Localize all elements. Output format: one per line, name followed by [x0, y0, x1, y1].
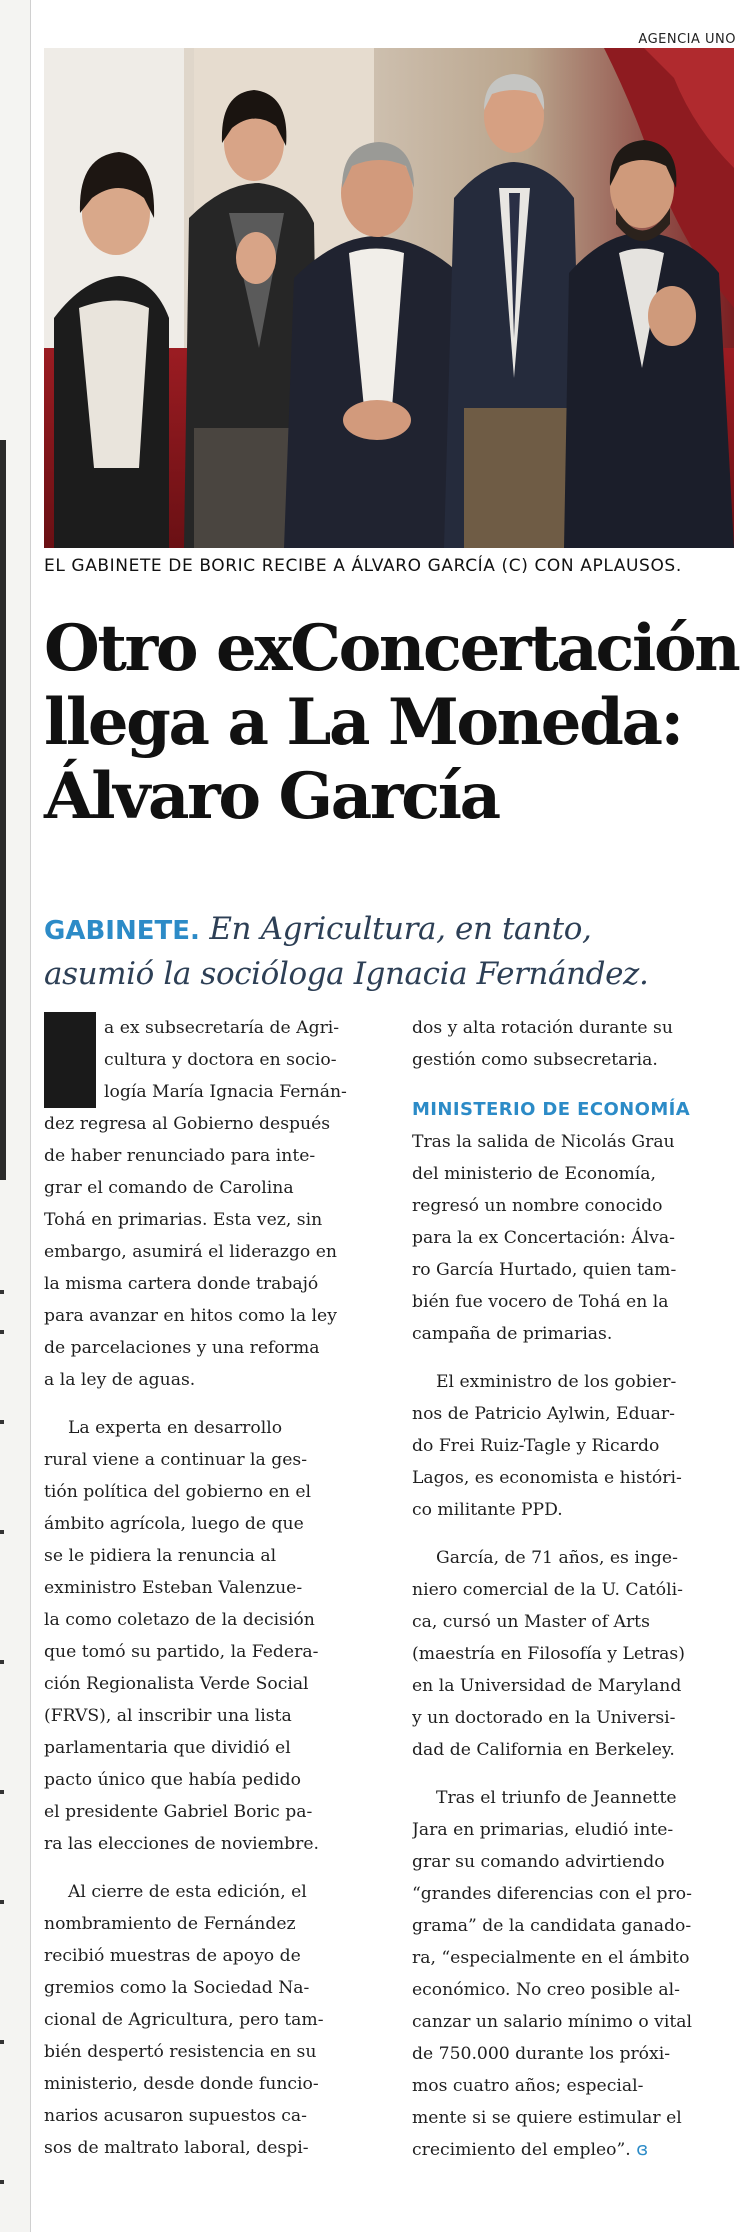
paragraph	[412, 1782, 742, 2166]
text-line: de haber renunciado para inte-	[44, 1146, 316, 1166]
text-line: nombramiento de Fernández	[44, 1914, 296, 1934]
paragraph	[44, 1876, 374, 2164]
paragraph-gap	[412, 1766, 742, 1782]
photo-caption: EL GABINETE DE BORIC RECIBE A ÁLVARO GARCÍA (C) CON APLAUSOS.	[44, 556, 682, 576]
text-line: pacto único que había pedido	[44, 1770, 301, 1790]
text-line: mente si se quiere estimular el	[412, 2108, 682, 2128]
text-line: sos de maltrato laboral, despi-	[44, 2138, 309, 2158]
text-line: (maestría en Filosofía y Letras)	[412, 1644, 685, 1664]
adjacent-photo-edge	[0, 440, 6, 1180]
paragraph	[412, 1012, 742, 1076]
text-line: García, de 71 años, es inge-	[436, 1548, 678, 1568]
text-line: mos cuatro años; especial-	[412, 2076, 644, 2096]
text-line: tión política del gobierno en el	[44, 1482, 311, 1502]
text-line: logía María Ignacia Fernán-	[104, 1082, 347, 1102]
text-line: niero comercial de la U. Católi-	[412, 1580, 683, 1600]
text-line: dad de California en Berkeley.	[412, 1740, 675, 1760]
text-line: La experta en desarrollo	[68, 1418, 283, 1438]
text-line: que tomó su partido, la Federa-	[44, 1642, 319, 1662]
text-line: “grandes diferencias con el pro-	[412, 1884, 692, 1904]
text-line: parlamentaria que dividió el	[44, 1738, 291, 1758]
news-photo	[44, 48, 734, 548]
text-line: dez regresa al Gobierno después	[44, 1114, 331, 1134]
adjacent-text-fragment	[0, 1330, 4, 1334]
text-line: cultura y doctora en socio-	[104, 1050, 337, 1070]
end-mark-icon: ɞ	[636, 2139, 649, 2160]
text-line: ministerio, desde donde funcio-	[44, 2074, 319, 2094]
adjacent-text-fragment	[0, 1900, 4, 1904]
text-line: grar su comando advirtiendo	[412, 1852, 665, 1872]
text-line: la como coletazo de la decisión	[44, 1610, 315, 1630]
text-line: Lagos, es economista e históri-	[412, 1468, 682, 1488]
text-line: cional de Agricultura, pero tam-	[44, 2010, 324, 2030]
headline-line: Álvaro García	[44, 759, 499, 834]
text-line: se le pidiera la renuncia al	[44, 1546, 277, 1566]
paragraph-gap	[44, 1396, 374, 1412]
text-line: grar el comando de Carolina	[44, 1178, 294, 1198]
paragraph-gap	[44, 1860, 374, 1876]
section-subhead: MINISTERIO DE ECONOMÍA	[412, 1099, 691, 1120]
adjacent-text-fragment	[0, 1660, 4, 1664]
text-line: campaña de primarias.	[412, 1324, 613, 1344]
text-line: ra las elecciones de noviembre.	[44, 1834, 319, 1854]
text-line: en la Universidad de Maryland	[412, 1676, 682, 1696]
text-line: el presidente Gabriel Boric pa-	[44, 1802, 313, 1822]
text-line: económico. No creo posible al-	[412, 1980, 680, 2000]
text-line: ción Regionalista Verde Social	[44, 1674, 309, 1694]
text-line: para avanzar en hitos como la ley	[44, 1306, 337, 1326]
text-line: dos y alta rotación durante su	[412, 1018, 673, 1038]
text-line: de parcelaciones y una reforma	[44, 1338, 320, 1358]
adjacent-text-fragment	[0, 2180, 4, 2184]
adjacent-text-fragment	[0, 1290, 4, 1294]
article-column-1	[44, 1012, 374, 2164]
adjacent-text-fragment	[0, 2040, 4, 2044]
text-line: nos de Patricio Aylwin, Eduar-	[412, 1404, 675, 1424]
adjacent-text-fragment	[0, 1530, 4, 1534]
text-line: a la ley de aguas.	[44, 1370, 196, 1390]
text-line: de 750.000 durante los próxi-	[412, 2044, 671, 2064]
text-line: ámbito agrícola, luego de que	[44, 1514, 304, 1534]
paragraph	[412, 1366, 742, 1526]
final-line-text: crecimiento del empleo”.	[412, 2140, 631, 2160]
deck-subtitle	[44, 908, 744, 996]
drop-cap-L	[44, 1012, 96, 1108]
headline-line: Otro exConcertación	[44, 611, 739, 686]
text-line: El exministro de los gobier-	[436, 1372, 677, 1392]
deck-line-1	[44, 908, 744, 953]
text-line	[412, 2134, 742, 2166]
text-line: a ex subsecretaría de Agri-	[104, 1018, 340, 1038]
article-column-2	[412, 1012, 742, 2166]
text-line: bién fue vocero de Tohá en la	[412, 1292, 669, 1312]
paragraph	[412, 1542, 742, 1766]
column-rule	[30, 0, 31, 2232]
text-line: exministro Esteban Valenzue-	[44, 1578, 303, 1598]
text-line: gremios como la Sociedad Na-	[44, 1978, 310, 1998]
adjacent-text-fragment	[0, 1790, 4, 1794]
text-line: ca, cursó un Master of Arts	[412, 1612, 650, 1632]
text-line: la misma cartera donde trabajó	[44, 1274, 319, 1294]
text-line: y un doctorado en la Universi-	[412, 1708, 676, 1728]
adjacent-page-strip	[0, 0, 30, 2232]
text-line: bién despertó resistencia en su	[44, 2042, 317, 2062]
text-line: ro García Hurtado, quien tam-	[412, 1260, 677, 1280]
text-line: Jara en primarias, eludió inte-	[412, 1820, 674, 1840]
text-line: recibió muestras de apoyo de	[44, 1946, 301, 1966]
deck-line-2: asumió la socióloga Ignacia Fernández.	[44, 956, 649, 992]
text-line: Tras el triunfo de Jeannette	[436, 1788, 677, 1808]
text-line: canzar un salario mínimo o vital	[412, 2012, 693, 2032]
adjacent-text-fragment	[0, 1420, 4, 1424]
text-line: (FRVS), al inscribir una lista	[44, 1706, 292, 1726]
text-line: narios acusaron supuestos ca-	[44, 2106, 307, 2126]
text-line: para la ex Concertación: Álva-	[412, 1228, 675, 1248]
text-line: embargo, asumirá el liderazgo en	[44, 1242, 337, 1262]
deck-kicker: GABINETE.	[44, 916, 200, 946]
headline	[44, 612, 744, 834]
paragraph-gap	[412, 1350, 742, 1366]
text-line: Tohá en primarias. Esta vez, sin	[44, 1210, 323, 1230]
text-line: co militante PPD.	[412, 1500, 563, 1520]
text-line: gestión como subsecretaria.	[412, 1050, 658, 1070]
text-line: Tras la salida de Nicolás Grau	[412, 1132, 675, 1152]
deck-text: En Agricultura, en tanto,	[209, 911, 592, 947]
text-line: regresó un nombre conocido	[412, 1196, 663, 1216]
text-line: del ministerio de Economía,	[412, 1164, 656, 1184]
text-line: grama” de la candidata ganado-	[412, 1916, 692, 1936]
paragraph-gap	[412, 1526, 742, 1542]
text-line: Al cierre de esta edición, el	[68, 1882, 307, 1902]
text-line: do Frei Ruiz-Tagle y Ricardo	[412, 1436, 660, 1456]
paragraph	[412, 1126, 742, 1350]
photo-credit: AGENCIA UNO	[638, 32, 736, 47]
paragraph	[44, 1412, 374, 1860]
text-line: rural viene a continuar la ges-	[44, 1450, 308, 1470]
headline-line: llega a La Moneda:	[44, 685, 682, 760]
text-line: ra, “especialmente en el ámbito	[412, 1948, 690, 1968]
